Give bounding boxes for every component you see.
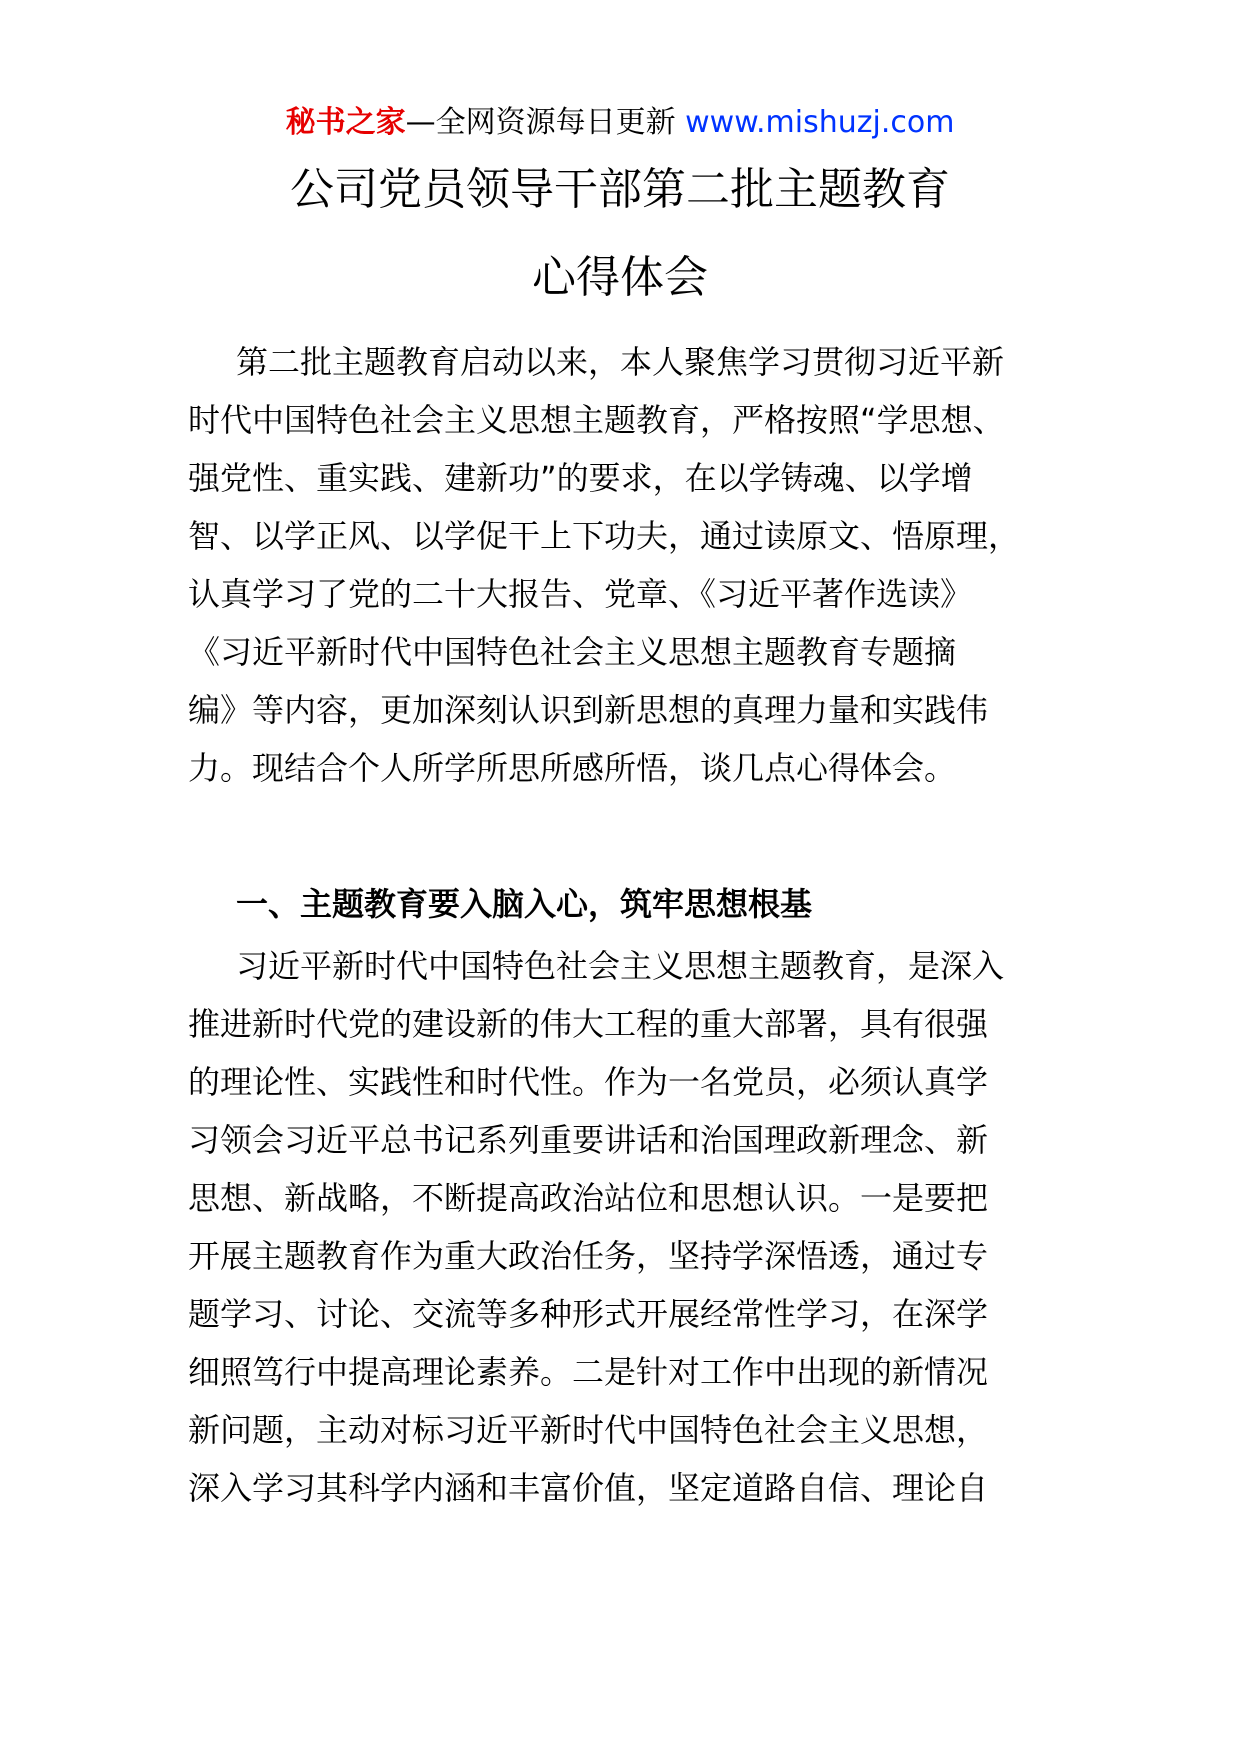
- paragraph-line: 推进新时代党的建设新的伟大工程的重大部署，具有很强: [188, 1005, 989, 1043]
- header-tagline: —全网资源每日更新: [405, 105, 676, 140]
- document-title-line-1: 公司党员领导干部第二批主题教育: [290, 164, 950, 215]
- paragraph-line: 习近平新时代中国特色社会主义思想主题教育，是深入: [236, 947, 1005, 985]
- brand-name: 秘书之家: [285, 105, 406, 140]
- paragraph-line: 新问题，主动对标习近平新时代中国特色社会主义思想，: [188, 1411, 989, 1449]
- paragraph-line: 认真学习了党的二十大报告、党章、《习近平著作选读》: [188, 575, 973, 613]
- site-header: [0, 101, 1240, 145]
- paragraph-line: 编》等内容，更加深刻认识到新思想的真理力量和实践伟: [188, 691, 989, 729]
- paragraph-line: 深入学习其科学内涵和丰富价值，坚定道路自信、理论自: [188, 1469, 989, 1507]
- paragraph-line: 的理论性、实践性和时代性。作为一名党员，必须认真学: [188, 1063, 989, 1101]
- paragraph-line: 力。现结合个人所学所思所感所悟，谈几点心得体会。: [188, 749, 957, 787]
- paragraph-line: 习领会习近平总书记系列重要讲话和治国理政新理念、新: [188, 1121, 989, 1159]
- paragraph-line: 开展主题教育作为重大政治任务，坚持学深悟透，通过专: [188, 1237, 989, 1275]
- paragraph-line: 智、以学正风、以学促干上下功夫，通过读原文、悟原理，: [188, 517, 1021, 555]
- paragraph-line: 题学习、讨论、交流等多种形式开展经常性学习，在深学: [188, 1295, 989, 1333]
- paragraph-line: 《习近平新时代中国特色社会主义思想主题教育专题摘: [188, 633, 957, 671]
- section-heading: 一、主题教育要入脑入心，筑牢思想根基: [236, 885, 813, 923]
- document-title-line-2: 心得体会: [532, 252, 708, 303]
- site-url-link[interactable]: www.mishuzj.com: [685, 105, 955, 140]
- paragraph-line: 细照笃行中提高理论素养。二是针对工作中出现的新情况: [188, 1353, 989, 1391]
- paragraph-line: 第二批主题教育启动以来，本人聚焦学习贯彻习近平新: [236, 343, 1005, 381]
- paragraph-line: 强党性、重实践、建新功”的要求，在以学铸魂、以学增: [188, 459, 973, 497]
- paragraph-line: 思想、新战略，不断提高政治站位和思想认识。一是要把: [188, 1179, 989, 1217]
- paragraph-line: 时代中国特色社会主义思想主题教育，严格按照“学思想、: [188, 401, 1005, 439]
